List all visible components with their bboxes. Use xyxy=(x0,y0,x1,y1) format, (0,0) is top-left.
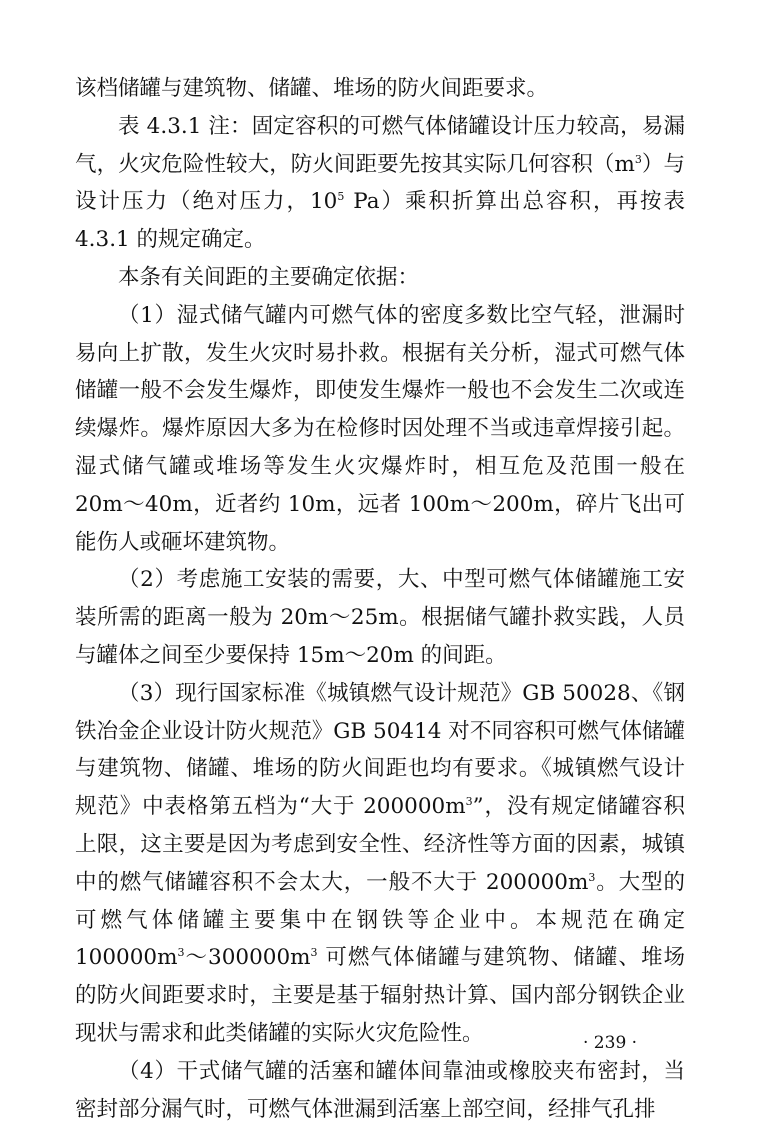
text-run: ～300000m xyxy=(184,945,311,971)
superscript: 3 xyxy=(177,946,185,960)
superscript: 3 xyxy=(310,946,318,960)
text-run: 表 4.3.1 注：固定容积的可燃气体储罐设计压力较高，易漏气，火灾危险性较大，防火间距要先按其实际几何容积（m xyxy=(75,113,685,177)
text-run: （3）现行国家标准《城镇燃气设计规范》GB 50028、《钢铁冶金企业设计防火规范》GB 50414 对不同容积可燃气体储罐与建筑物、储罐、堆场的防火间距也均有要求。《城镇燃气设计规范》中表格第五档为“大于 200000m xyxy=(75,680,685,820)
text-run: 该档储罐与建筑物、储罐、堆场的防火间距要求。 xyxy=(75,76,549,101)
paragraph xyxy=(75,297,685,562)
text-run: （2）考虑施工安装的需要，大、中型可燃气体储罐施工安装所需的距离一般为 20m～25m。根据储气罐扑救实践，人员与罐体之间至少要保持 15m～20m 的间距。 xyxy=(75,567,685,668)
paragraph xyxy=(75,259,685,297)
paragraph xyxy=(75,108,685,259)
superscript: 3 xyxy=(634,152,642,166)
page-number: · 239 · xyxy=(583,1033,638,1053)
paragraph xyxy=(75,561,685,674)
superscript: 3 xyxy=(588,870,596,884)
text-run: ）与设计压力（绝对压力，10 xyxy=(75,151,685,215)
text-run: （4）干式储气罐的活塞和罐体间靠油或橡胶夹布密封，当密封部分漏气时，可燃气体泄漏到活塞上部空间，经排气孔排 xyxy=(75,1058,685,1122)
text-run: ”，没有规定储罐容积上限，这主要是因为考虑到安全性、经济性等方面的因素，城镇中的燃气储罐容积不会太大，一般不大于 200000m xyxy=(75,794,685,895)
text-run: 。大型的可燃气体储罐主要集中在钢铁等企业中。本规范在确定 100000m xyxy=(75,869,685,971)
superscript: 5 xyxy=(337,190,345,204)
page-body xyxy=(75,70,685,1128)
superscript: 3 xyxy=(465,795,473,809)
paragraph xyxy=(75,70,685,108)
text-run: Pa）乘积折算出总容积，再按表 4.3.1 的规定确定。 xyxy=(75,189,686,253)
text-run: 可燃气体储罐与建筑物、储罐、堆场的防火间距要求时，主要是基于辐射热计算、国内部分钢铁企业现状与需求和此类储罐的实际火灾危险性。 xyxy=(75,945,685,1046)
paragraph xyxy=(75,1053,685,1128)
text-run: （1）湿式储气罐内可燃气体的密度多数比空气轻，泄漏时易向上扩散，发生火灾时易扑救。根据有关分析，湿式可燃气体储罐一般不会发生爆炸，即使发生爆炸一般也不会发生二次或连续爆炸。爆炸原因大多为在检修时因处理不当或违章焊接引起。湿式储气罐或堆场等发生火灾爆炸时，相互危及范围一般在 20m～40m，近者约 10m，远者 100m～200m，碎片飞出可能伤人或砸坏建筑物。 xyxy=(75,302,685,555)
text-run: 本条有关间距的主要确定依据： xyxy=(118,264,420,290)
paragraph xyxy=(75,675,685,1053)
